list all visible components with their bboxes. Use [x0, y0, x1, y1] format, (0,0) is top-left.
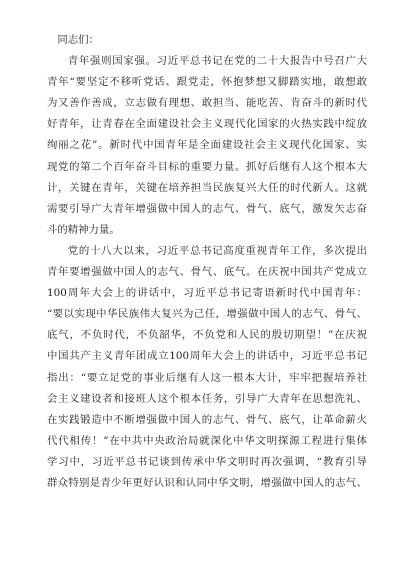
paragraph-line: 斗的精神力量。	[47, 223, 120, 236]
paragraph-line: 现党的第二个百年奋斗目标的重要力量。抓好后继有人这个根本大	[47, 160, 367, 173]
paragraph-line: 学习中，习近平总书记谈到传承中华文明时再次强调，“教育引导	[47, 455, 367, 468]
paragraph-line: 为又善作善成，立志做有理想、敢担当、能吃苦、肯奋斗的新时代	[47, 97, 367, 110]
paragraph-line: 100周年大会上的讲话中，习近平总书记寄语新时代中国青年：	[47, 287, 367, 300]
paragraph-line: 绚丽之花”。新时代中国青年是全面建设社会主义现代化国家、实	[47, 139, 367, 152]
paragraph-line: 计，关键在青年，关键在培养担当民族复兴大任的时代新人。这就	[47, 181, 367, 194]
paragraph-line: 中国共产主义青年团成立100周年大会上的讲话中，习近平总书记	[47, 350, 367, 363]
salutation: 同志们：	[57, 34, 99, 46]
paragraph-line: 群众特别是青少年更好认识和认同中华文明，增强做中国人的志气、	[47, 476, 367, 489]
paragraph-line: 在实践锻造中不断增强做中国人的志气、骨气、底气，让革命薪火	[47, 413, 367, 426]
paragraph-line: 好青年，让青春在全面建设社会主义现代化国家的火热实践中绽放	[47, 118, 367, 131]
paragraph-line: 底气，不负时代，不负韶华，不负党和人民的殷切期望！”在庆祝	[47, 329, 367, 342]
paragraph-line: 需要引导广大青年增强做中国人的志气、骨气、底气，激发矢志奋	[47, 202, 367, 215]
paragraph-line: 青年要增强做中国人的志气、骨气、底气。在庆祝中国共产党成立	[47, 266, 367, 279]
paragraph-line: 党的十八大以来，习近平总书记高度重视青年工作，多次提出	[67, 244, 367, 257]
paragraph-line: 青年“要坚定不移听党话、跟党走，怀抱梦想又脚踏实地，敢想敢	[47, 76, 367, 89]
paragraph-line: 代代相传！”在中共中央政治局就深化中华文明探源工程进行集体	[47, 434, 367, 447]
paragraph-line: 青年强则国家强。习近平总书记在党的二十大报告中号召广大	[67, 55, 367, 68]
paragraph-line: 指出：“要立足党的事业后继有人这一根本大计，牢牢把握培养社	[47, 371, 367, 384]
paragraph-line: “要以实现中华民族伟大复兴为己任，增强做中国人的志气、骨气、	[47, 308, 367, 321]
paragraph-line: 会主义建设者和接班人这个根本任务，引导广大青年在思想洗礼、	[47, 392, 367, 405]
document-body	[47, 30, 367, 494]
